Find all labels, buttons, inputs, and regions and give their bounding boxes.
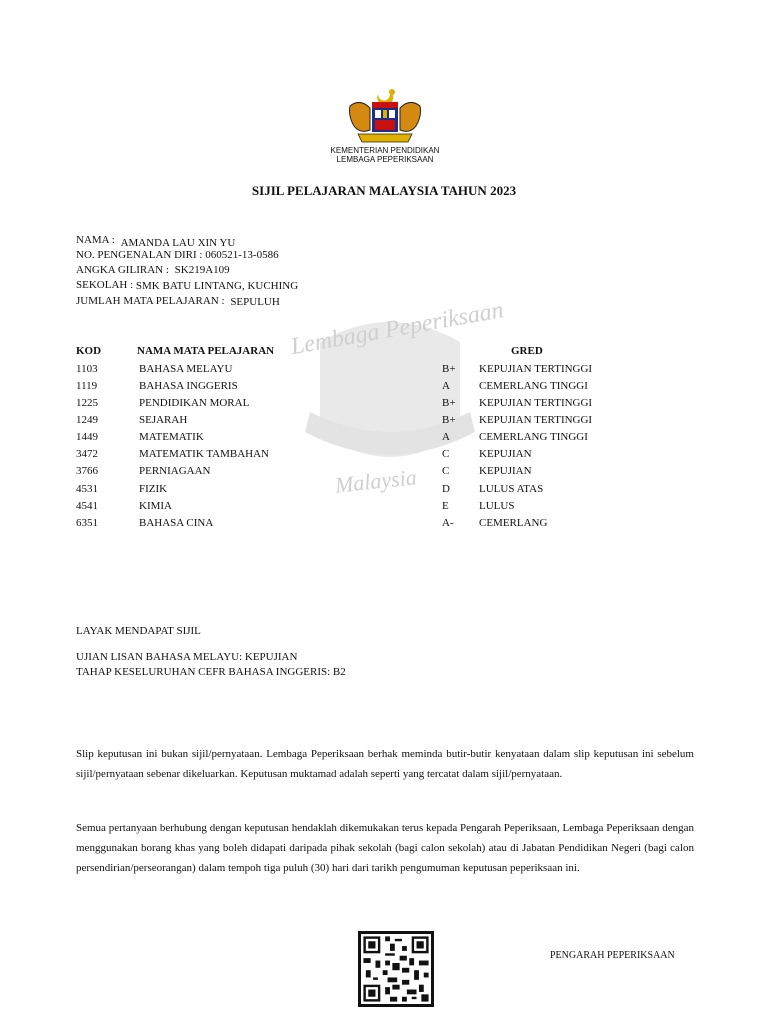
ministry-line-1: KEMENTERIAN PENDIDIKAN (330, 146, 440, 155)
row-kod: 3472 (76, 448, 98, 460)
ministry-line-2: LEMBAGA PEPERIKSAAN (336, 155, 434, 164)
index-value: SK219A109 (174, 264, 230, 276)
row-grade: B+ (442, 397, 456, 409)
row-kod: 1449 (76, 431, 98, 443)
watermark-text-bottom: Malaysia (333, 464, 418, 498)
ic-row (76, 248, 279, 262)
inquiry-paragraph: Semua pertanyaan berhubung dengan keputusan hendaklah dikemukakan terus kepada Pengarah Peperiksaan, Lembaga Peperiksaan dengan menggunakan borang khas yang boleh didapati daripada pihak sekolah (bagi calon sekolah) atau di Jabatan Pendidikan Negeri (bagi calon persendirian/perseorangan) dalam tempoh tiga puluh (30) hari dari tarikh pengumuman keputusan peperiksaan ini. (76, 822, 694, 874)
subject-count-label: JUMLAH MATA PELAJARAN : (76, 295, 225, 307)
row-grade-desc: KEPUJIAN TERTINGGI (479, 363, 593, 375)
qr-code-icon (358, 931, 434, 1007)
name-value: AMANDA LAU XIN YU (120, 237, 236, 249)
row-grade: A- (442, 517, 454, 529)
row-subject: KIMIA (139, 500, 172, 512)
row-grade: A (442, 431, 450, 443)
row-grade: C (442, 448, 450, 460)
row-grade-desc: KEPUJIAN TERTINGGI (479, 397, 593, 409)
row-grade: E (442, 500, 449, 512)
row-grade: D (442, 483, 450, 495)
cefr-result: TAHAP KESELURUHAN CEFR BAHASA INGGERIS: B2 (76, 666, 346, 678)
ic-label: NO. PENGENALAN DIRI : (76, 249, 203, 261)
row-subject: MATEMATIK TAMBAHAN (139, 448, 270, 460)
header-grade: GRED (511, 345, 543, 357)
row-subject: FIZIK (139, 483, 168, 495)
watermark-text-top: Lembaga Peperiksaan (288, 297, 506, 361)
row-kod: 3766 (76, 465, 98, 477)
index-label: ANGKA GILIRAN : (76, 264, 169, 276)
subject-count-row (76, 294, 280, 308)
row-grade-desc: LULUS (479, 500, 515, 512)
row-grade-desc: CEMERLANG TINGGI (479, 380, 588, 392)
row-subject: BAHASA INGGERIS (139, 380, 238, 392)
row-grade-desc: CEMERLANG (479, 517, 548, 529)
row-subject: BAHASA MELAYU (139, 363, 233, 375)
eligibility-status: LAYAK MENDAPAT SIJIL (76, 625, 201, 637)
disclaimer-paragraph: Slip keputusan ini bukan sijil/pernyataan. Lembaga Peperiksaan berhak meminda butir-butir kenyataan dalam slip keputusan ini sebelum sijil/pernyataan sebenar dikeluarkan. Keputusan muktamad adalah seperti yang tercatat dalam sijil/pernyataan. (76, 748, 694, 780)
row-grade-desc: CEMERLANG TINGGI (479, 431, 588, 443)
row-grade: B+ (442, 363, 456, 375)
row-subject: PERNIAGAAN (139, 465, 211, 477)
page-title: SIJIL PELAJARAN MALAYSIA TAHUN 2023 (251, 183, 517, 198)
row-subject: SEJARAH (139, 414, 188, 426)
ministry-name (300, 146, 470, 164)
header-kod: KOD (76, 345, 102, 357)
row-grade-desc: KEPUJIAN TERTINGGI (479, 414, 593, 426)
row-kod: 4541 (76, 500, 98, 512)
signatory-title: PENGARAH PEPERIKSAAN (550, 950, 675, 961)
candidate-name-row (76, 233, 235, 247)
row-kod: 6351 (76, 517, 98, 529)
row-kod: 1103 (76, 363, 98, 375)
school-row (76, 278, 298, 292)
oral-malay-result: UJIAN LISAN BAHASA MELAYU: KEPUJIAN (76, 651, 298, 663)
row-grade-desc: KEPUJIAN (479, 448, 532, 460)
row-subject: BAHASA CINA (139, 517, 214, 529)
row-grade: B+ (442, 414, 456, 426)
coat-of-arms-icon (340, 86, 430, 146)
row-grade: A (442, 380, 450, 392)
row-grade-desc: KEPUJIAN (479, 465, 532, 477)
index-row (76, 263, 230, 277)
row-kod: 1225 (76, 397, 98, 409)
header-subject: NAMA MATA PELAJARAN (137, 345, 275, 357)
row-grade: C (442, 465, 450, 477)
school-label: SEKOLAH : (76, 279, 134, 291)
row-kod: 1119 (76, 380, 98, 392)
subject-count-value: SEPULUH (230, 296, 280, 308)
name-label: NAMA : (76, 234, 115, 246)
row-subject: PENDIDIKAN MORAL (139, 397, 250, 409)
row-grade-desc: LULUS ATAS (479, 483, 544, 495)
school-value: SMK BATU LINTANG, KUCHING (135, 280, 299, 292)
row-kod: 1249 (76, 414, 98, 426)
ic-value: 060521-13-0586 (205, 249, 279, 261)
row-kod: 4531 (76, 483, 98, 495)
row-subject: MATEMATIK (139, 431, 204, 443)
